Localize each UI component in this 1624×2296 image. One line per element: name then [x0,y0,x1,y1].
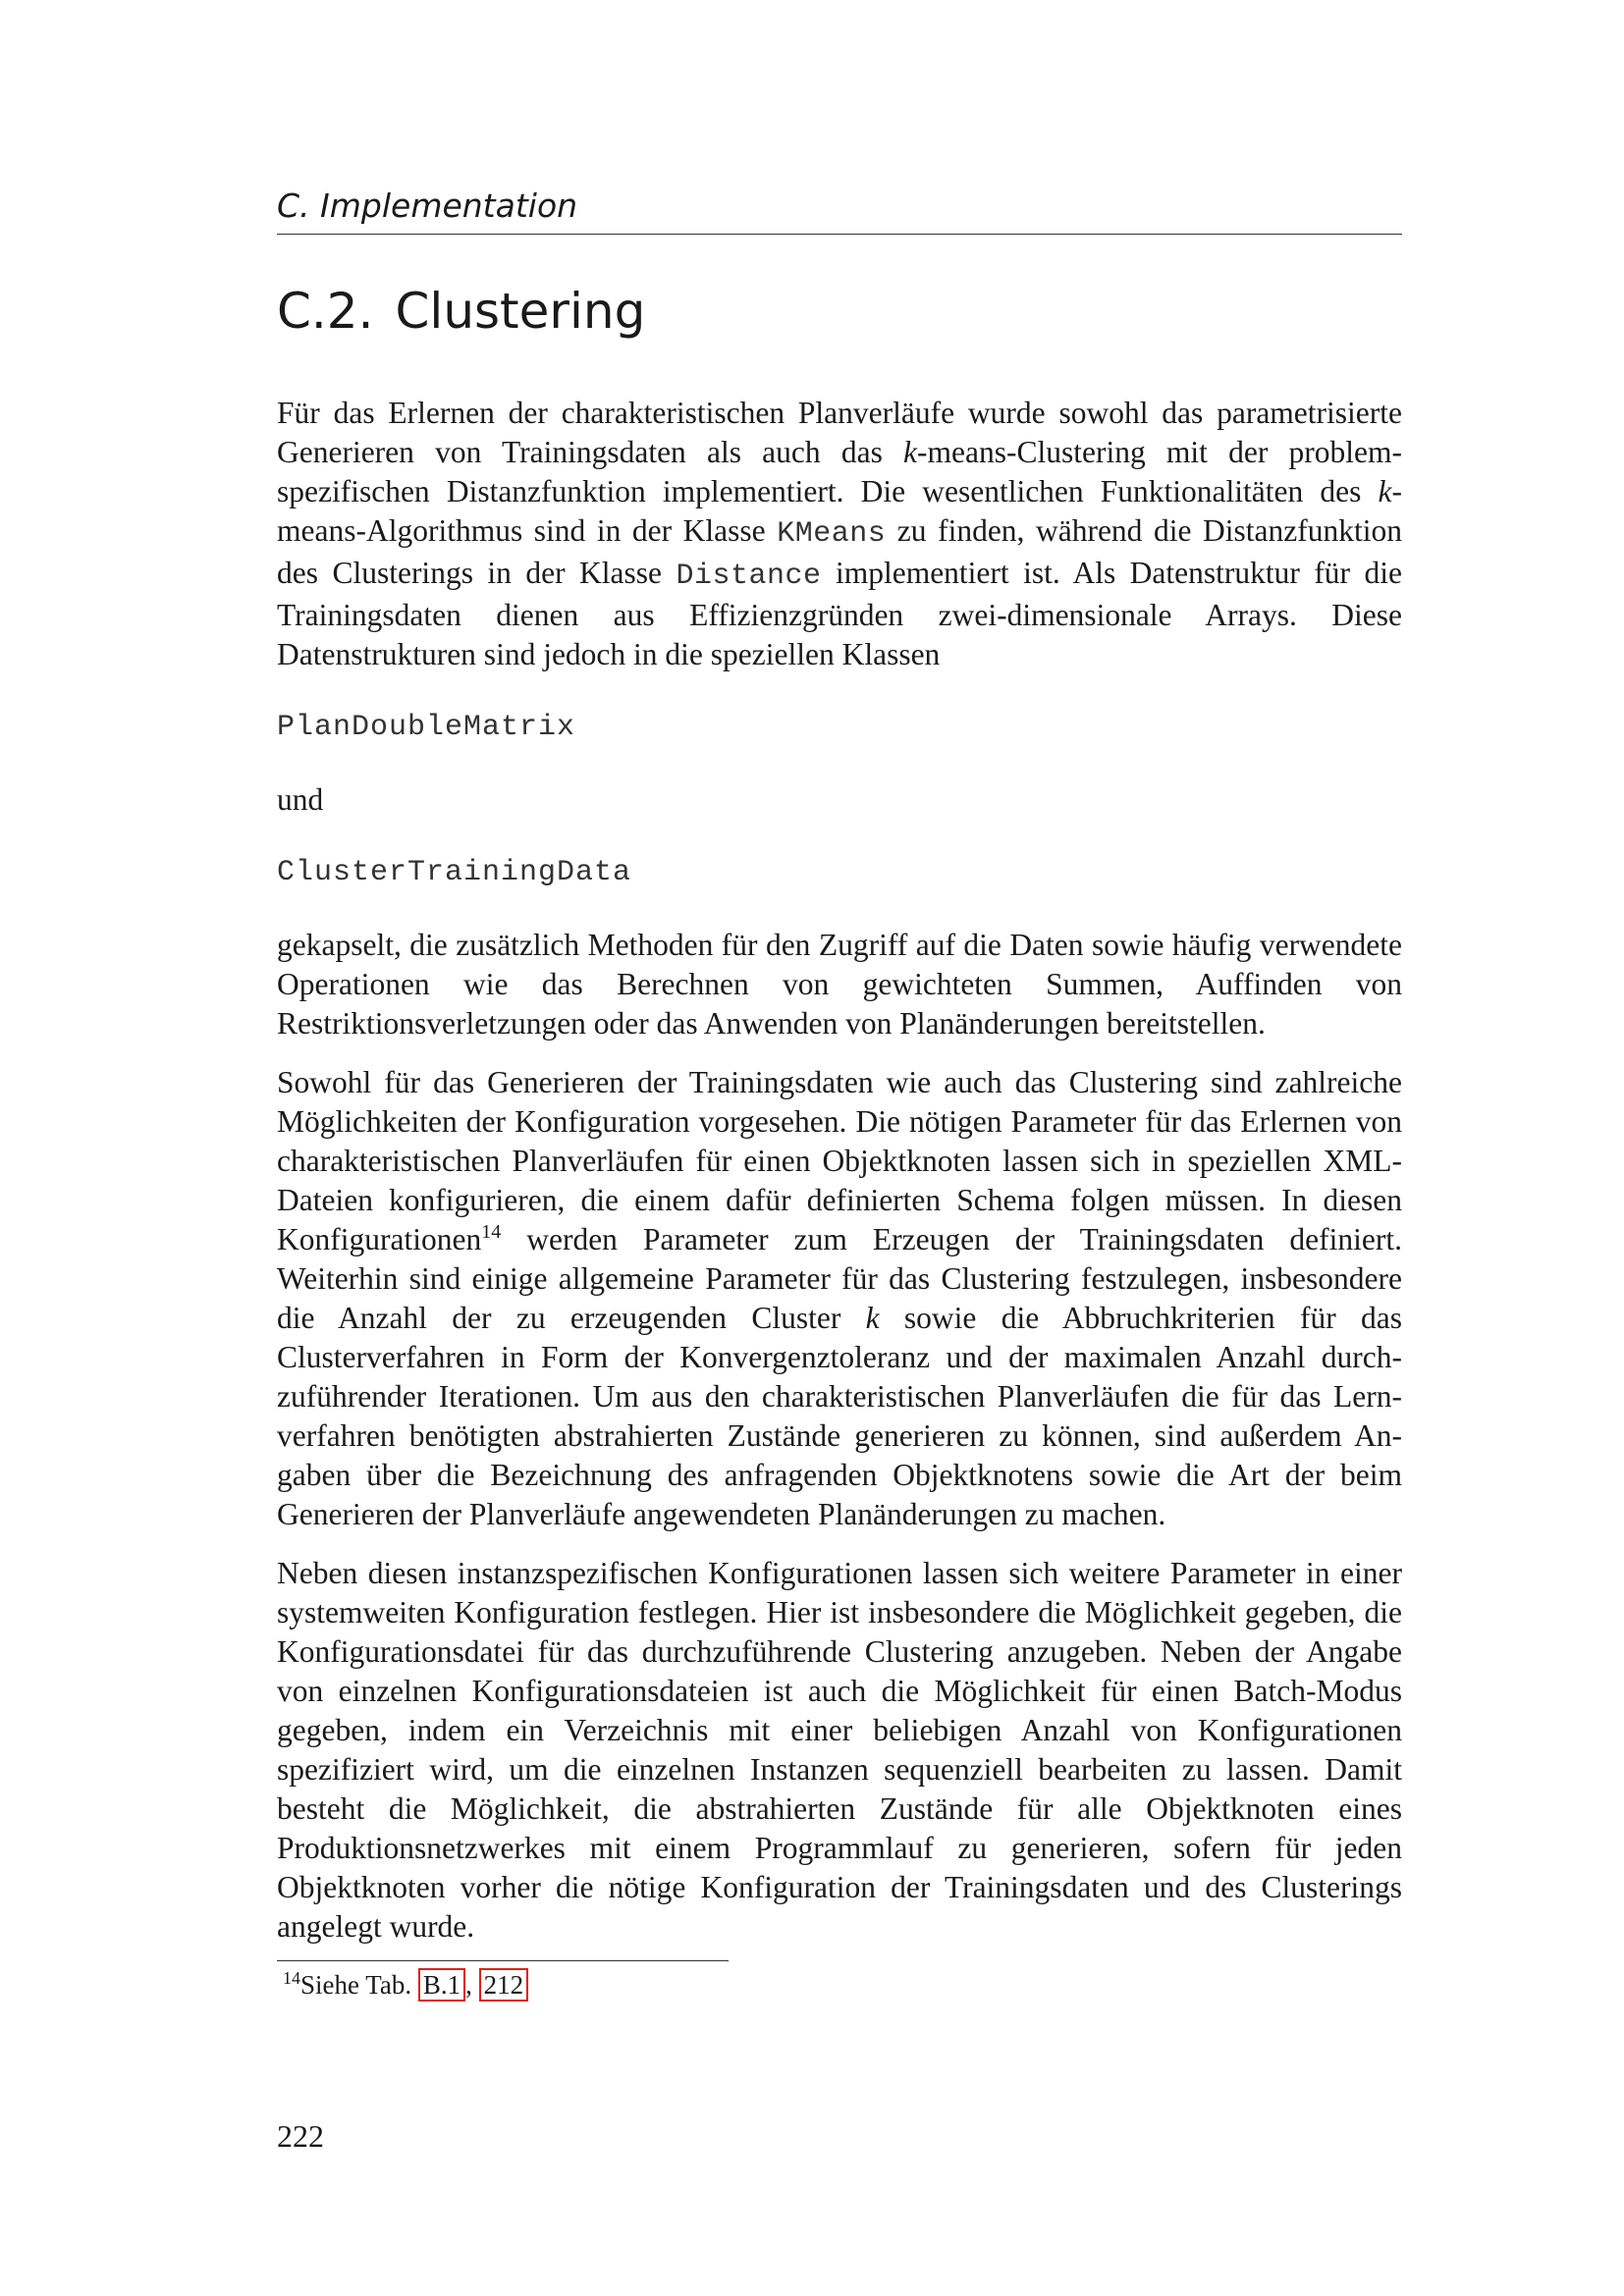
class-name-kmeans: KMeans [777,517,887,551]
paragraph-configuration-text-c: sowie die Abbruchkriterien für das Clusterverfahren in Form der Konvergenztoleranz und der maximalen Anzahl durchzuführender Iterationen. Um aus den charakteristischen Planverläufen die für das Lernverfahren benötigten abstrahierten Zustände generieren zu können, sind außerdem Angaben über die Bezeichnung des anfragenden Objektknotens sowie die Art der beim Generieren der Planverläufe angewendeten Planänderungen zu machen. [277,1301,1402,1531]
footnote-number: 14 [283,1968,300,1988]
section-heading [277,282,1402,341]
connector-word: und [277,782,324,817]
page-number: 222 [277,2118,324,2154]
paragraph-intro-text-e: implementiert ist. Als Datenstruktur für die Trainingsdaten dienen aus Effizienzgründen zwei-dimensionale Arrays. Diese Datenstrukturen sind jedoch in die speziellen Klassen [277,556,1402,671]
variable-k: k [865,1301,880,1335]
paragraph-intro-text-b: -means-Clustering mit der problemspezifischen Distanzfunktion implementiert. Die wesentlichen Funktionalitäten des [277,435,1402,508]
footnote-marker[interactable]: 14 [481,1221,502,1243]
table-reference-link[interactable]: B.1 [418,1968,465,2002]
section-title: Clustering [395,283,646,340]
paragraph-system-config: Neben diesen instanzspezifischen Konfigurationen lassen sich weitere Parameter in einer systemweiten Konfiguration festlegen. Hier ist insbesondere die Möglichkeit gegeben, die Konfigurationsdatei für das durchzuführende Clustering anzugeben. Neben der Angabe von einzelnen Konfigurationsdateien ist auch die Möglichkeit für einen Batch-Modus gegeben, indem ein Verzeichnis mit einer beliebigen Anzahl von Konfigurationen spezifiziert wird, um die einzelnen Instanzen sequenziell bearbeiten zu lassen. Damit besteht die Möglichkeit, die abstrahierten Zustände für alle Objektknoten eines Produktionsnetzwerkes mit einem Programmlauf zu generieren, sofern für jeden Objektknoten vorher die nötige Konfiguration der Trainingsdaten und des Clusterings angelegt wurde. [277,1556,1402,1944]
paragraph-intro-text-c: -means-Algorithmus sind in der Klasse [277,474,1402,548]
footnote-text: Siehe Tab. [300,1970,412,2000]
footnote [277,1967,1402,2002]
paragraph-intro [277,394,1402,674]
footnote-divider [277,1960,729,1961]
page-content [277,187,1402,2002]
code-class-plandoublematrix: PlanDoubleMatrix [277,711,576,744]
variable-k: k [903,435,918,469]
paragraph-configuration [277,1063,1402,1534]
code-class-clustertrainingdata: ClusterTrainingData [277,856,632,889]
page-reference-link[interactable]: 212 [479,1968,529,2002]
class-name-distance: Distance [676,560,822,593]
running-header: C. Implementation [277,187,1402,235]
footnote-separator: , [465,1970,479,2000]
paragraph-encapsulation: gekapselt, die zusätzlich Methoden für den Zugriff auf die Daten sowie häufig verwendete Operationen wie das Berechnen von gewichteten Summen, Auffinden von Restriktionsverletzungen oder das Anwenden von Planänderungen bereitstellen. [277,928,1402,1041]
variable-k: k [1378,474,1392,508]
paragraph-intro-text-a: Für das Erlernen der charakteristischen Planverläufe wurde sowohl das parametrisierte Generieren von Trainingsdaten als auch das [277,396,1402,469]
paragraph-configuration-text-b: werden Parameter zum Erzeugen der Trainingsdaten definiert. Weiterhin sind einige allgemeine Parameter für das Clustering festzulegen, insbesondere die Anzahl der zu erzeugenden Cluster [277,1222,1402,1335]
paragraph-configuration-text-a: Sowohl für das Generieren der Trainingsdaten wie auch das Clustering sind zahlreiche Möglichkeiten der Konfiguration vorgesehen. Die nötigen Parameter für das Erlernen von charakteristischen Planverläufen für einen Objektknoten lassen sich in speziellen XML-Dateien konfigurieren, die einem dafür definierten Schema folgen müssen. In diesen Konfigurationen [277,1065,1402,1256]
section-number: C.2. [277,283,374,340]
paragraph-intro-text-d: zu finden, während die Distanzfunktion des Clusterings in der Klasse [277,513,1402,590]
